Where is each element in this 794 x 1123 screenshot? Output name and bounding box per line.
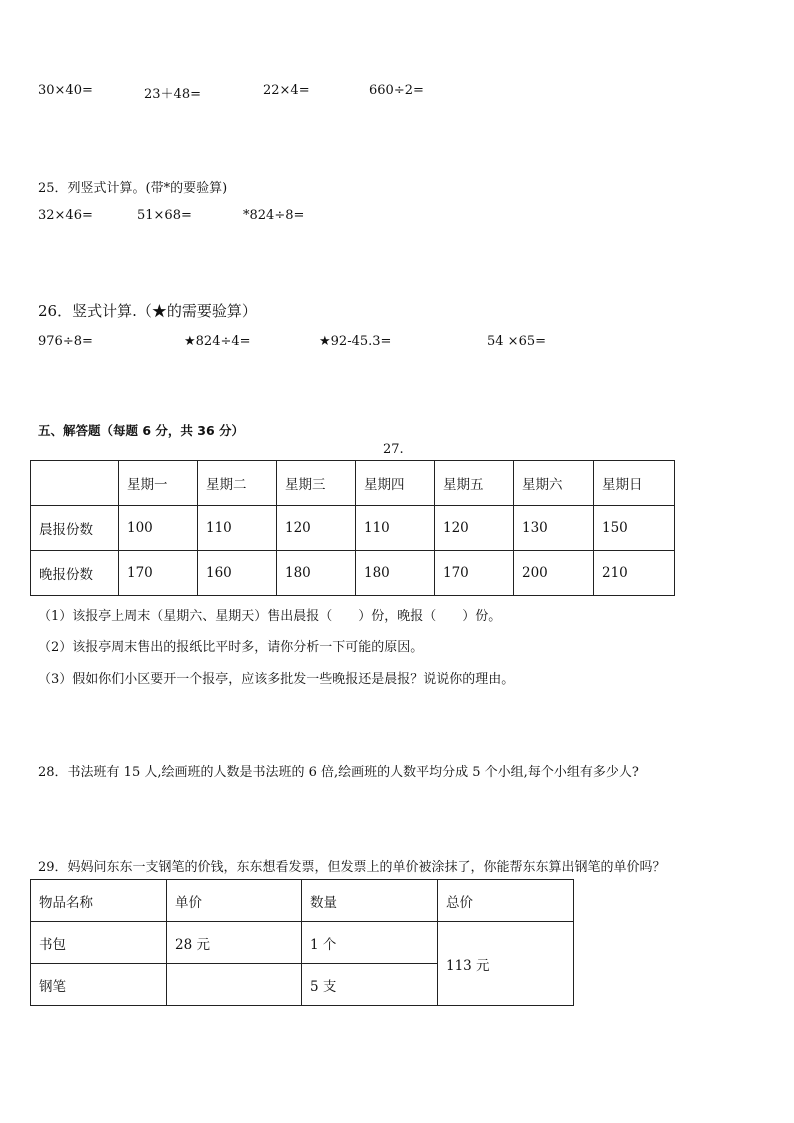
table-header-row [31,461,675,506]
expr-3: 22×4= [263,83,310,98]
newspaper-sales-table [30,460,675,596]
invoice-table [30,879,574,1006]
q26-item-3: ★92-45.3= [319,334,392,349]
table-cell: 星期二 [198,461,277,506]
table-cell: 170 [119,551,198,596]
q27-sub-2: （2）该报亭周末售出的报纸比平时多，请你分析一下可能的原因。 [38,640,424,655]
table-row [31,551,675,596]
table-cell: 星期三 [277,461,356,506]
table-cell: 晨报份数 [31,506,119,551]
q29-text: 29．妈妈问东东一支钢笔的价钱，东东想看发票，但发票上的单价被涂抹了，你能帮东东算出钢笔的单价吗？ [38,860,666,875]
table-cell: 100 [119,506,198,551]
expr-4: 660÷2= [369,83,424,98]
table-row [31,506,675,551]
table-cell: 星期六 [514,461,594,506]
table-cell: 28 元 [167,922,302,964]
table-cell: 120 [435,506,514,551]
q27-number: 27. [383,442,404,457]
table-cell: 星期日 [594,461,675,506]
table-cell: 180 [277,551,356,596]
table-cell: 星期一 [119,461,198,506]
table-cell: 180 [356,551,435,596]
table-cell: 总价 [438,880,574,922]
table-cell: 星期四 [356,461,435,506]
table-cell: 160 [198,551,277,596]
expr-2: 23＋48= [144,87,201,102]
table-header-row [31,880,574,922]
table-cell: 1 个 [302,922,438,964]
table-cell: 170 [435,551,514,596]
table-cell: 5 支 [302,964,438,1006]
section-heading: 五、解答题（每题 6 分，共 36 分） [38,423,245,438]
q26-item-1: 976÷8= [38,334,93,349]
q25-title: 25．列竖式计算。(带*的要验算) [38,181,228,196]
table-cell: 数量 [302,880,438,922]
q26-title: 26．竖式计算.（★的需要验算） [38,302,257,320]
table-cell: 单价 [167,880,302,922]
unit-price-blank-cell [167,964,302,1006]
q27-sub-1: （1）该报亭上周末（星期六、星期天）售出晨报（ ）份，晚报（ ）份。 [38,609,502,624]
table-cell: 物品名称 [31,880,167,922]
table-row [31,922,574,964]
q25-item-1: 32×46= [38,208,93,223]
table-cell [31,461,119,506]
q26-item-4: 54 ×65= [487,334,547,349]
expr-1: 30×40= [38,83,93,98]
q25-item-3: *824÷8= [243,208,305,223]
table-cell: 120 [277,506,356,551]
table-cell: 110 [356,506,435,551]
q27-sub-3: （3）假如你们小区要开一个报亭，应该多批发一些晚报还是晨报？说说你的理由。 [38,672,515,687]
table-cell: 晚报份数 [31,551,119,596]
table-cell: 星期五 [435,461,514,506]
q26-item-2: ★824÷4= [184,334,251,349]
q25-item-2: 51×68= [137,208,192,223]
table-cell: 150 [594,506,675,551]
table-cell: 210 [594,551,675,596]
table-cell: 钢笔 [31,964,167,1006]
table-cell: 110 [198,506,277,551]
total-price-cell: 113 元 [438,922,574,1006]
table-cell: 书包 [31,922,167,964]
q28-text: 28．书法班有 15 人,绘画班的人数是书法班的 6 倍,绘画班的人数平均分成 5 个小组,每个小组有多少人? [38,765,639,780]
table-cell: 200 [514,551,594,596]
table-cell: 130 [514,506,594,551]
